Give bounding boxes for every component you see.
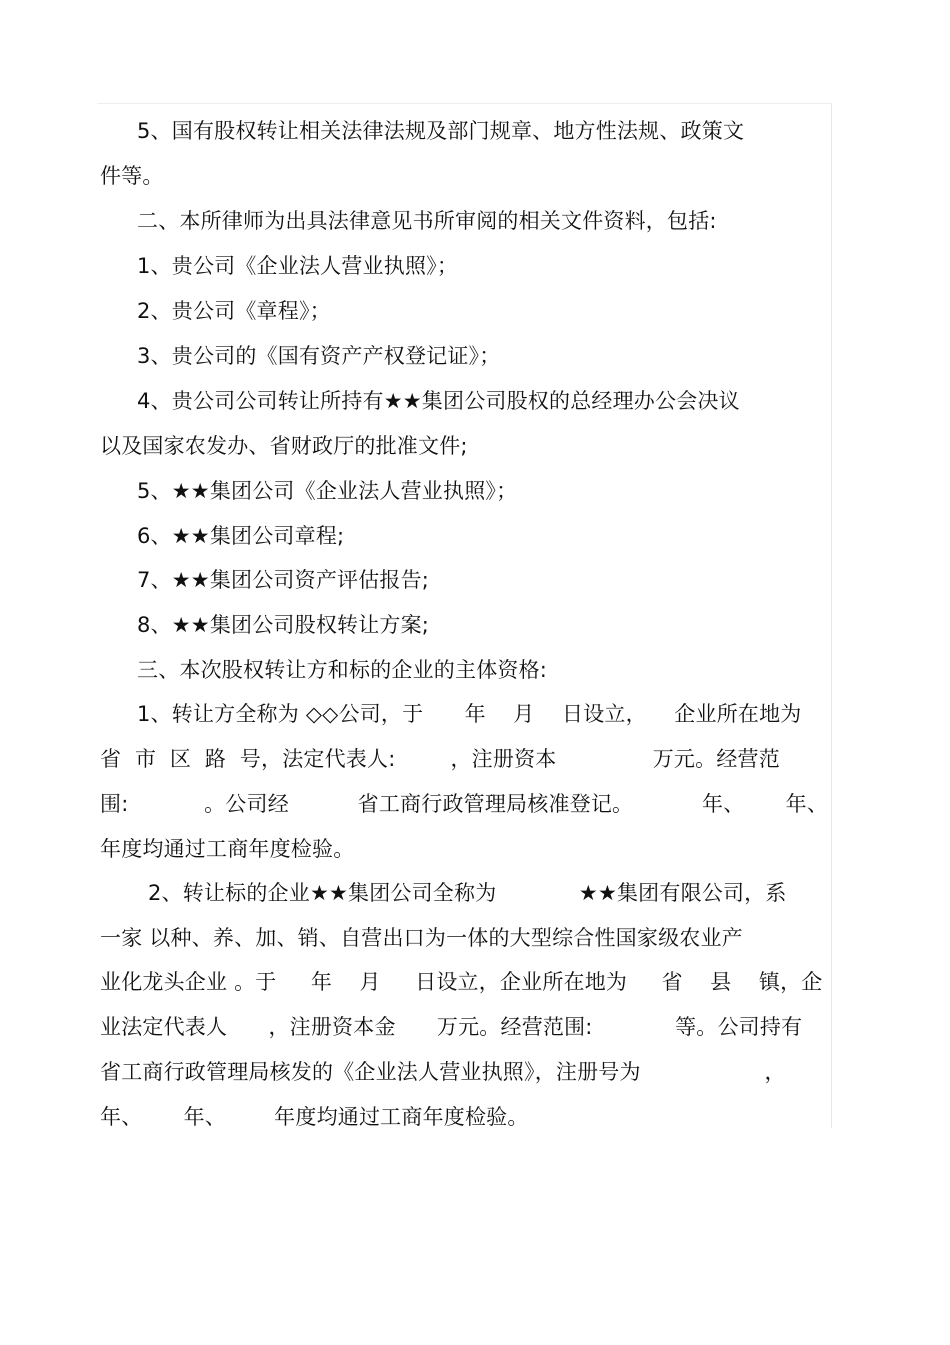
text-line: 1、转让方全称为 ◇◇公司，于 年 月 日设立， 企业所在地为 — [137, 702, 802, 726]
text-line: 3、贵公司的《国有资产产权登记证》； — [137, 344, 501, 368]
text-line: 以及国家农发办、省财政厅的批准文件; — [100, 434, 468, 458]
text-line: 业法定代表人 ，注册资本金 万元。经营范围: 等。公司持有 — [100, 1015, 803, 1039]
text-line: 5、国有股权转让相关法律法规及部门规章、地方性法规、政策文 — [137, 119, 745, 143]
text-line: 7、★★集团公司资产评估报告; — [137, 568, 430, 592]
text-line: 件等。 — [100, 164, 164, 188]
text-line: 6、★★集团公司章程; — [137, 524, 345, 548]
text-line: 年度均通过工商年度检验。 — [100, 837, 355, 861]
text-line: 三、本次股权转让方和标的企业的主体资格: — [137, 658, 548, 682]
text-line: 围: 。公司经 省工商行政管理局核准登记。 年、 年、 — [100, 792, 829, 816]
text-line: 二、本所律师为出具法律意见书所审阅的相关文件资料，包括: — [137, 209, 717, 233]
text-line: 省 市 区 路 号，法定代表人: ，注册资本 万元。经营范 — [100, 747, 780, 771]
text-line: 8、★★集团公司股权转让方案; — [137, 613, 430, 637]
text-line: 省工商行政管理局核发的《企业法人营业执照》，注册号为 ， — [100, 1060, 786, 1084]
text-line: 业化龙头企业 。于 年 月 日设立，企业所在地为 省 县 镇，企 — [100, 970, 823, 994]
text-line: 2、贵公司《章程》； — [137, 299, 331, 323]
text-line: 2、转让标的企业★★集团公司全称为 ★★集团有限公司，系 — [148, 881, 787, 905]
text-line: 1、贵公司《企业法人营业执照》； — [137, 254, 459, 278]
text-line: 年、 年、 年度均通过工商年度检验。 — [100, 1105, 529, 1129]
text-line: 一家 以种、养、加、销、自营出口为一体的大型综合性国家级农业产 — [100, 926, 743, 950]
text-line: 5、★★集团公司《企业法人营业执照》； — [137, 479, 518, 503]
text-line: 4、贵公司公司转让所持有★★集团公司股权的总经理办公会决议 — [137, 389, 740, 413]
